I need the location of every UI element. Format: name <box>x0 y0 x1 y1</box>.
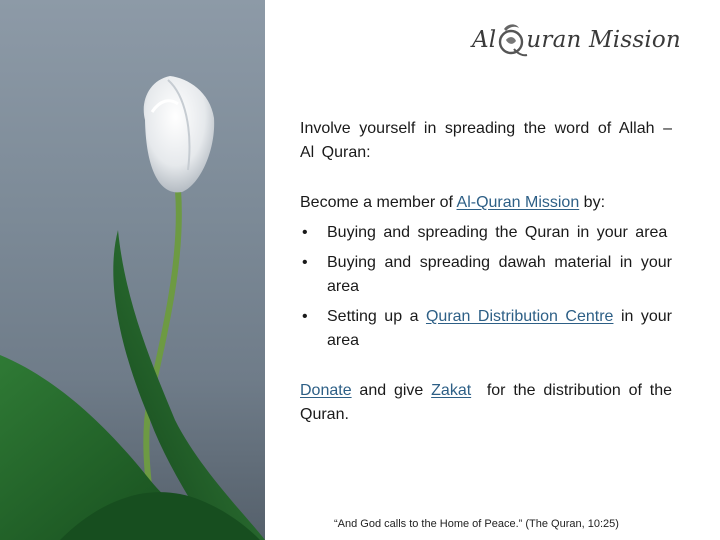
bullet-text: Buying and spreading the Quran in your area <box>327 224 668 241</box>
quran-quote: “And God calls to the Home of Peace.” (The Quran, 10:25) <box>334 518 619 530</box>
calligraphic-q-icon <box>494 21 528 59</box>
donate-middle: and give <box>351 382 432 399</box>
bullet-list <box>300 221 672 353</box>
bullet-icon: • <box>302 224 308 241</box>
donate-paragraph <box>300 379 678 427</box>
quran-distribution-centre-link[interactable]: Quran Distribution Centre <box>425 308 614 325</box>
donate-link[interactable]: Donate <box>300 382 352 399</box>
intro-text: Involve yourself in spreading the word of Allah – Al Quran: <box>300 120 672 161</box>
list-item <box>300 305 672 353</box>
donate-suffix: for the distribution of the Quran. <box>300 382 678 423</box>
membership-line <box>300 191 672 215</box>
al-quran-mission-link[interactable]: Al-Quran Mission <box>456 194 580 211</box>
membership-prefix: Become a member of <box>300 194 457 211</box>
bullet-icon: • <box>302 308 308 325</box>
zakat-link[interactable]: Zakat <box>431 382 472 399</box>
main-content <box>300 117 678 427</box>
bullet-prefix: Setting up a <box>327 308 426 325</box>
tulip-photo <box>0 0 265 540</box>
tulip-illustration <box>0 0 265 540</box>
membership-suffix: by: <box>579 194 606 211</box>
bullet-text: Buying and spreading dawah material in your area <box>327 254 672 295</box>
list-item <box>300 251 672 299</box>
logo-text-al: Al <box>472 27 497 53</box>
al-quran-mission-logo <box>472 18 682 62</box>
bullet-icon: • <box>302 254 308 271</box>
logo-text-uran-mission: uran Mission <box>526 27 681 53</box>
list-item <box>300 221 672 245</box>
bullet-suffix: in your area <box>327 308 673 349</box>
